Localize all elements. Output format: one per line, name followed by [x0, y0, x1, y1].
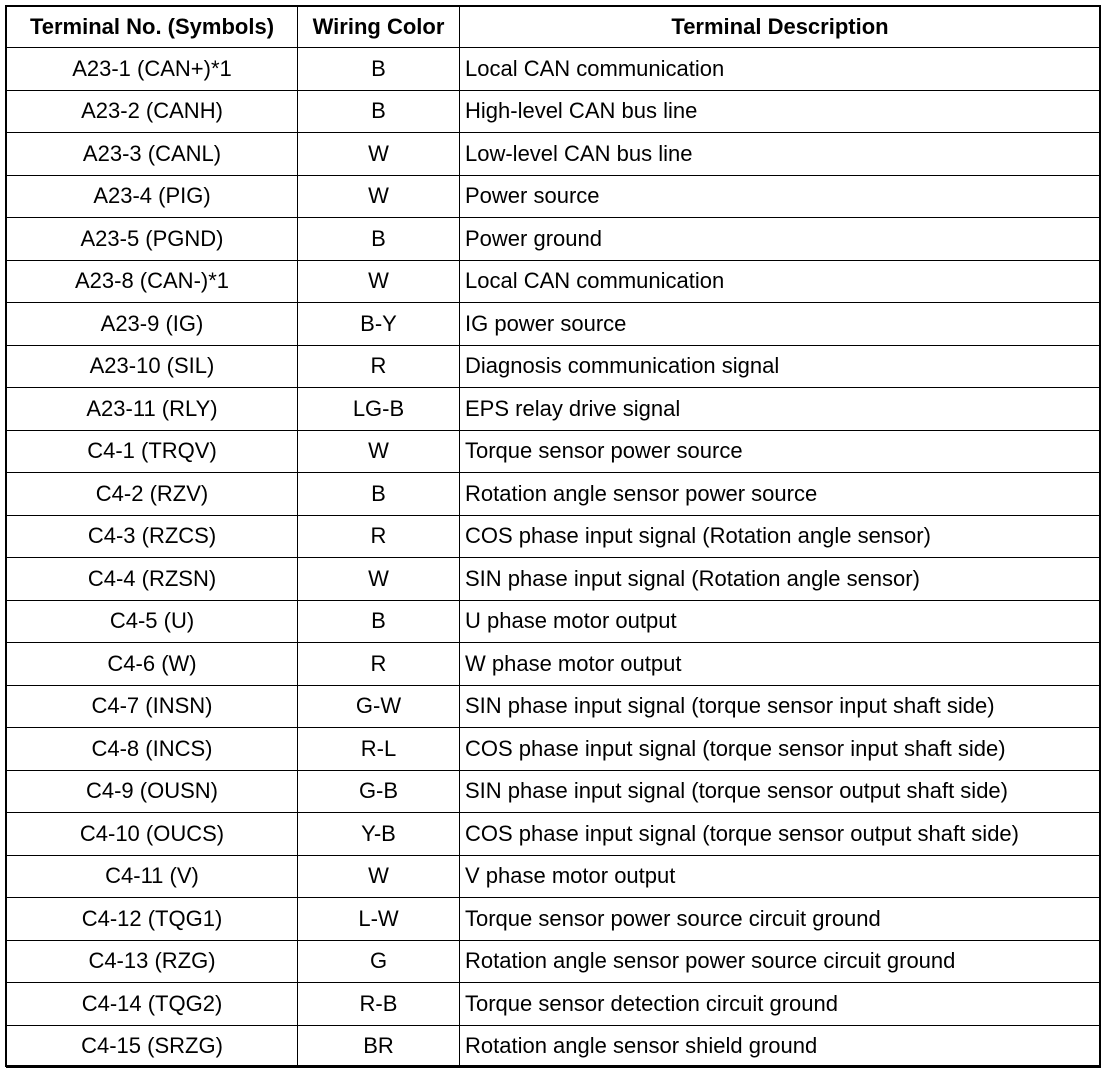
table-row [7, 940, 1101, 983]
description-cell: COS phase input signal (torque sensor output shaft side) [460, 813, 1101, 856]
description-cell: W phase motor output [460, 643, 1101, 686]
terminal-table [6, 6, 1101, 1068]
table-row [7, 345, 1101, 388]
terminal-cell: C4-12 (TQG1) [7, 898, 298, 941]
table-row [7, 813, 1101, 856]
description-cell: Low-level CAN bus line [460, 133, 1101, 176]
description-cell: Rotation angle sensor power source circuit ground [460, 940, 1101, 983]
terminal-cell: A23-2 (CANH) [7, 90, 298, 133]
table-row [7, 728, 1101, 771]
description-cell: SIN phase input signal (torque sensor input shaft side) [460, 685, 1101, 728]
description-cell: Power ground [460, 218, 1101, 261]
table-row [7, 388, 1101, 431]
terminal-cell: C4-14 (TQG2) [7, 983, 298, 1026]
terminal-cell: C4-6 (W) [7, 643, 298, 686]
table-row [7, 1025, 1101, 1068]
wiring-color-cell: L-W [298, 898, 460, 941]
description-cell: Rotation angle sensor shield ground [460, 1025, 1101, 1068]
table-row [7, 133, 1101, 176]
table-row [7, 770, 1101, 813]
terminal-cell: C4-2 (RZV) [7, 473, 298, 516]
description-cell: Torque sensor detection circuit ground [460, 983, 1101, 1026]
terminal-cell: A23-11 (RLY) [7, 388, 298, 431]
table-body [7, 48, 1101, 1068]
description-cell: SIN phase input signal (torque sensor output shaft side) [460, 770, 1101, 813]
table-row [7, 855, 1101, 898]
wiring-color-cell: W [298, 430, 460, 473]
wiring-color-cell: B-Y [298, 303, 460, 346]
table-row [7, 175, 1101, 218]
terminal-cell: A23-1 (CAN+)*1 [7, 48, 298, 91]
wiring-color-cell: W [298, 133, 460, 176]
table-row [7, 898, 1101, 941]
wiring-color-cell: W [298, 175, 460, 218]
terminal-cell: C4-11 (V) [7, 855, 298, 898]
description-cell: Torque sensor power source circuit ground [460, 898, 1101, 941]
table-row [7, 558, 1101, 601]
terminal-cell: A23-3 (CANL) [7, 133, 298, 176]
wiring-color-cell: W [298, 260, 460, 303]
table-row [7, 48, 1101, 91]
description-cell: V phase motor output [460, 855, 1101, 898]
table-row [7, 260, 1101, 303]
terminal-cell: C4-13 (RZG) [7, 940, 298, 983]
wiring-color-cell: R [298, 643, 460, 686]
terminal-cell: A23-10 (SIL) [7, 345, 298, 388]
terminal-cell: C4-8 (INCS) [7, 728, 298, 771]
terminal-cell: C4-3 (RZCS) [7, 515, 298, 558]
table-row [7, 600, 1101, 643]
description-cell: Local CAN communication [460, 260, 1101, 303]
wiring-color-cell: B [298, 90, 460, 133]
table-header [7, 7, 1101, 48]
terminal-cell: A23-9 (IG) [7, 303, 298, 346]
terminal-cell: C4-4 (RZSN) [7, 558, 298, 601]
terminal-cell: C4-1 (TRQV) [7, 430, 298, 473]
wiring-color-cell: G-B [298, 770, 460, 813]
table-row [7, 685, 1101, 728]
table-row [7, 983, 1101, 1026]
wiring-color-cell: Y-B [298, 813, 460, 856]
wiring-color-cell: G [298, 940, 460, 983]
wiring-color-cell: W [298, 558, 460, 601]
terminal-cell: C4-10 (OUCS) [7, 813, 298, 856]
description-cell: SIN phase input signal (Rotation angle sensor) [460, 558, 1101, 601]
wiring-color-cell: R [298, 515, 460, 558]
header-terminal: Terminal No. (Symbols) [7, 7, 298, 48]
description-cell: High-level CAN bus line [460, 90, 1101, 133]
terminal-cell: A23-4 (PIG) [7, 175, 298, 218]
table-row [7, 90, 1101, 133]
header-description: Terminal Description [460, 7, 1101, 48]
description-cell: Rotation angle sensor power source [460, 473, 1101, 516]
wiring-color-cell: G-W [298, 685, 460, 728]
table-row [7, 218, 1101, 261]
wiring-color-cell: B [298, 600, 460, 643]
wiring-color-cell: BR [298, 1025, 460, 1068]
description-cell: Diagnosis communication signal [460, 345, 1101, 388]
header-row [7, 7, 1101, 48]
terminal-cell: C4-5 (U) [7, 600, 298, 643]
description-cell: COS phase input signal (Rotation angle sensor) [460, 515, 1101, 558]
table-row [7, 473, 1101, 516]
description-cell: Local CAN communication [460, 48, 1101, 91]
table-row [7, 303, 1101, 346]
terminal-cell: A23-5 (PGND) [7, 218, 298, 261]
table-row [7, 643, 1101, 686]
terminal-cell: C4-7 (INSN) [7, 685, 298, 728]
description-cell: EPS relay drive signal [460, 388, 1101, 431]
wiring-color-cell: LG-B [298, 388, 460, 431]
terminal-cell: A23-8 (CAN-)*1 [7, 260, 298, 303]
wiring-color-cell: R [298, 345, 460, 388]
wiring-color-cell: W [298, 855, 460, 898]
description-cell: Power source [460, 175, 1101, 218]
terminal-cell: C4-9 (OUSN) [7, 770, 298, 813]
wiring-color-cell: R-B [298, 983, 460, 1026]
description-cell: IG power source [460, 303, 1101, 346]
wiring-color-cell: R-L [298, 728, 460, 771]
header-wiring-color: Wiring Color [298, 7, 460, 48]
wiring-color-cell: B [298, 48, 460, 91]
description-cell: Torque sensor power source [460, 430, 1101, 473]
wiring-color-cell: B [298, 218, 460, 261]
wiring-color-cell: B [298, 473, 460, 516]
table-row [7, 515, 1101, 558]
description-cell: COS phase input signal (torque sensor input shaft side) [460, 728, 1101, 771]
description-cell: U phase motor output [460, 600, 1101, 643]
table-row [7, 430, 1101, 473]
terminal-cell: C4-15 (SRZG) [7, 1025, 298, 1068]
